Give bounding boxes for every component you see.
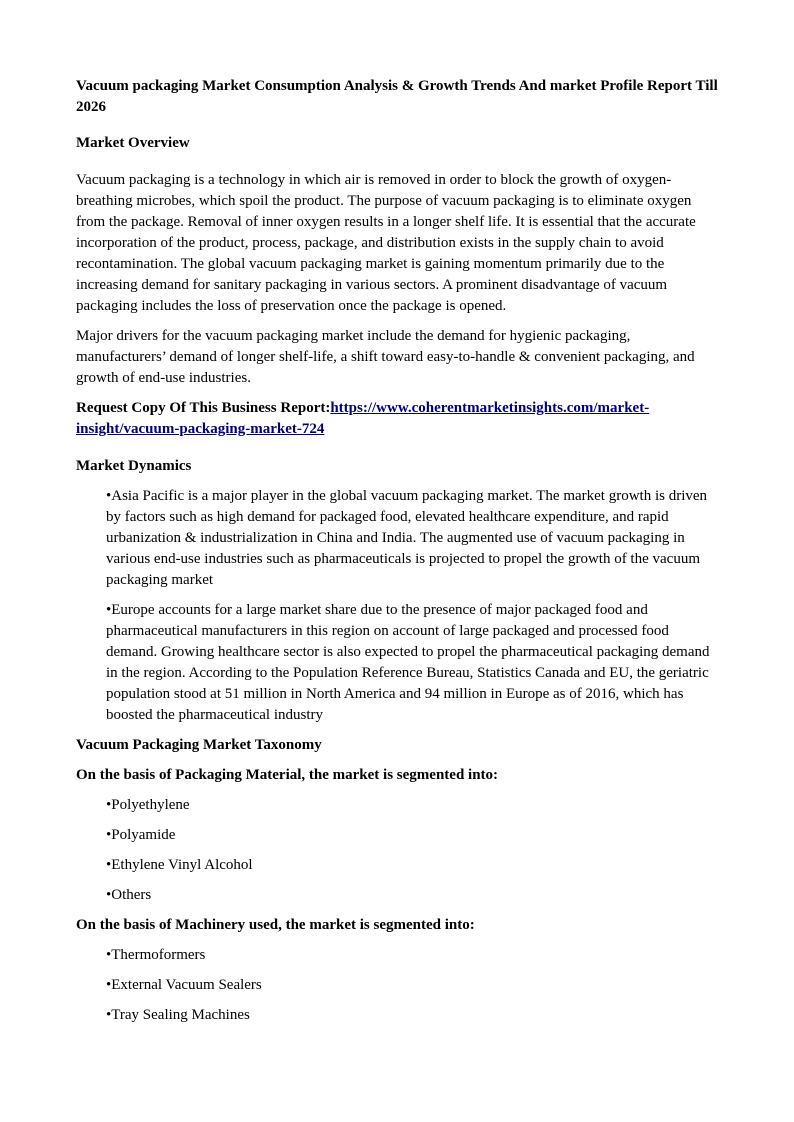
list-item: •Thermoformers [106, 947, 206, 963]
list-item: •Tray Sealing Machines [106, 1007, 250, 1023]
document-title: Vacuum packaging Market Consumption Analysis & Growth Trends And market Profile Report Till 2026 [76, 78, 718, 115]
list-item: •Polyethylene [106, 797, 190, 813]
dynamics-bullet-europe: •Europe accounts for a large market share due to the presence of major packaged food and pharmaceutical manufacturers in this region on account of large packaged and processed food demand. Growing healthcare sector is also expected to propel the pharmaceutical packaging demand in the region. According to the Population Reference Bureau, Statistics Canada and EU, the geriatric population stood at 51 million in North America and 94 million in Europe as of 2016, which has boosted the pharmaceutical industry [106, 602, 710, 723]
request-copy-line [76, 398, 718, 440]
market-dynamics-heading: Market Dynamics [76, 458, 192, 474]
document-page [76, 76, 718, 1026]
list-item: •Polyamide [106, 827, 176, 843]
market-overview-heading: Market Overview [76, 135, 190, 151]
list-item: •Others [106, 887, 152, 903]
list-item: •External Vacuum Sealers [106, 977, 262, 993]
overview-paragraph-1: Vacuum packaging is a technology in which air is removed in order to block the growth of oxygen-breathing microbes, which spoil the product. The purpose of vacuum packaging is to eliminate oxygen from the package. Removal of inner oxygen results in a longer shelf life. It is essential that the accurate incorporation of the product, process, package, and distribution exists in the supply chain to avoid recontamination. The global vacuum packaging market is gaining momentum primarily due to the increasing demand for sanitary packaging in various sectors. A prominent disadvantage of vacuum packaging includes the loss of preservation once the package is opened. [76, 172, 696, 314]
packaging-material-heading: On the basis of Packaging Material, the market is segmented into: [76, 767, 499, 783]
request-copy-label: Request Copy Of This Business Report: [76, 400, 331, 416]
dynamics-bullet-asia: •Asia Pacific is a major player in the global vacuum packaging market. The market growth is driven by factors such as high demand for packaged food, elevated healthcare expenditure, and rapid urbanization & industrialization in China and India. The augmented use of vacuum packaging in various end-use industries such as pharmaceuticals is projected to propel the growth of the vacuum packaging market [106, 488, 708, 588]
taxonomy-heading: Vacuum Packaging Market Taxonomy [76, 737, 322, 753]
list-item: •Ethylene Vinyl Alcohol [106, 857, 253, 873]
overview-paragraph-2: Major drivers for the vacuum packaging market include the demand for hygienic packaging, manufacturers’ demand of longer shelf-life, a shift toward easy-to-handle & convenient packaging, and growth of end-use industries. [76, 328, 695, 386]
machinery-heading: On the basis of Machinery used, the market is segmented into: [76, 917, 475, 933]
report-link[interactable]: https://www.coherentmarketinsights.com/market-insight/vacuum-packaging-market-724 [76, 400, 650, 437]
